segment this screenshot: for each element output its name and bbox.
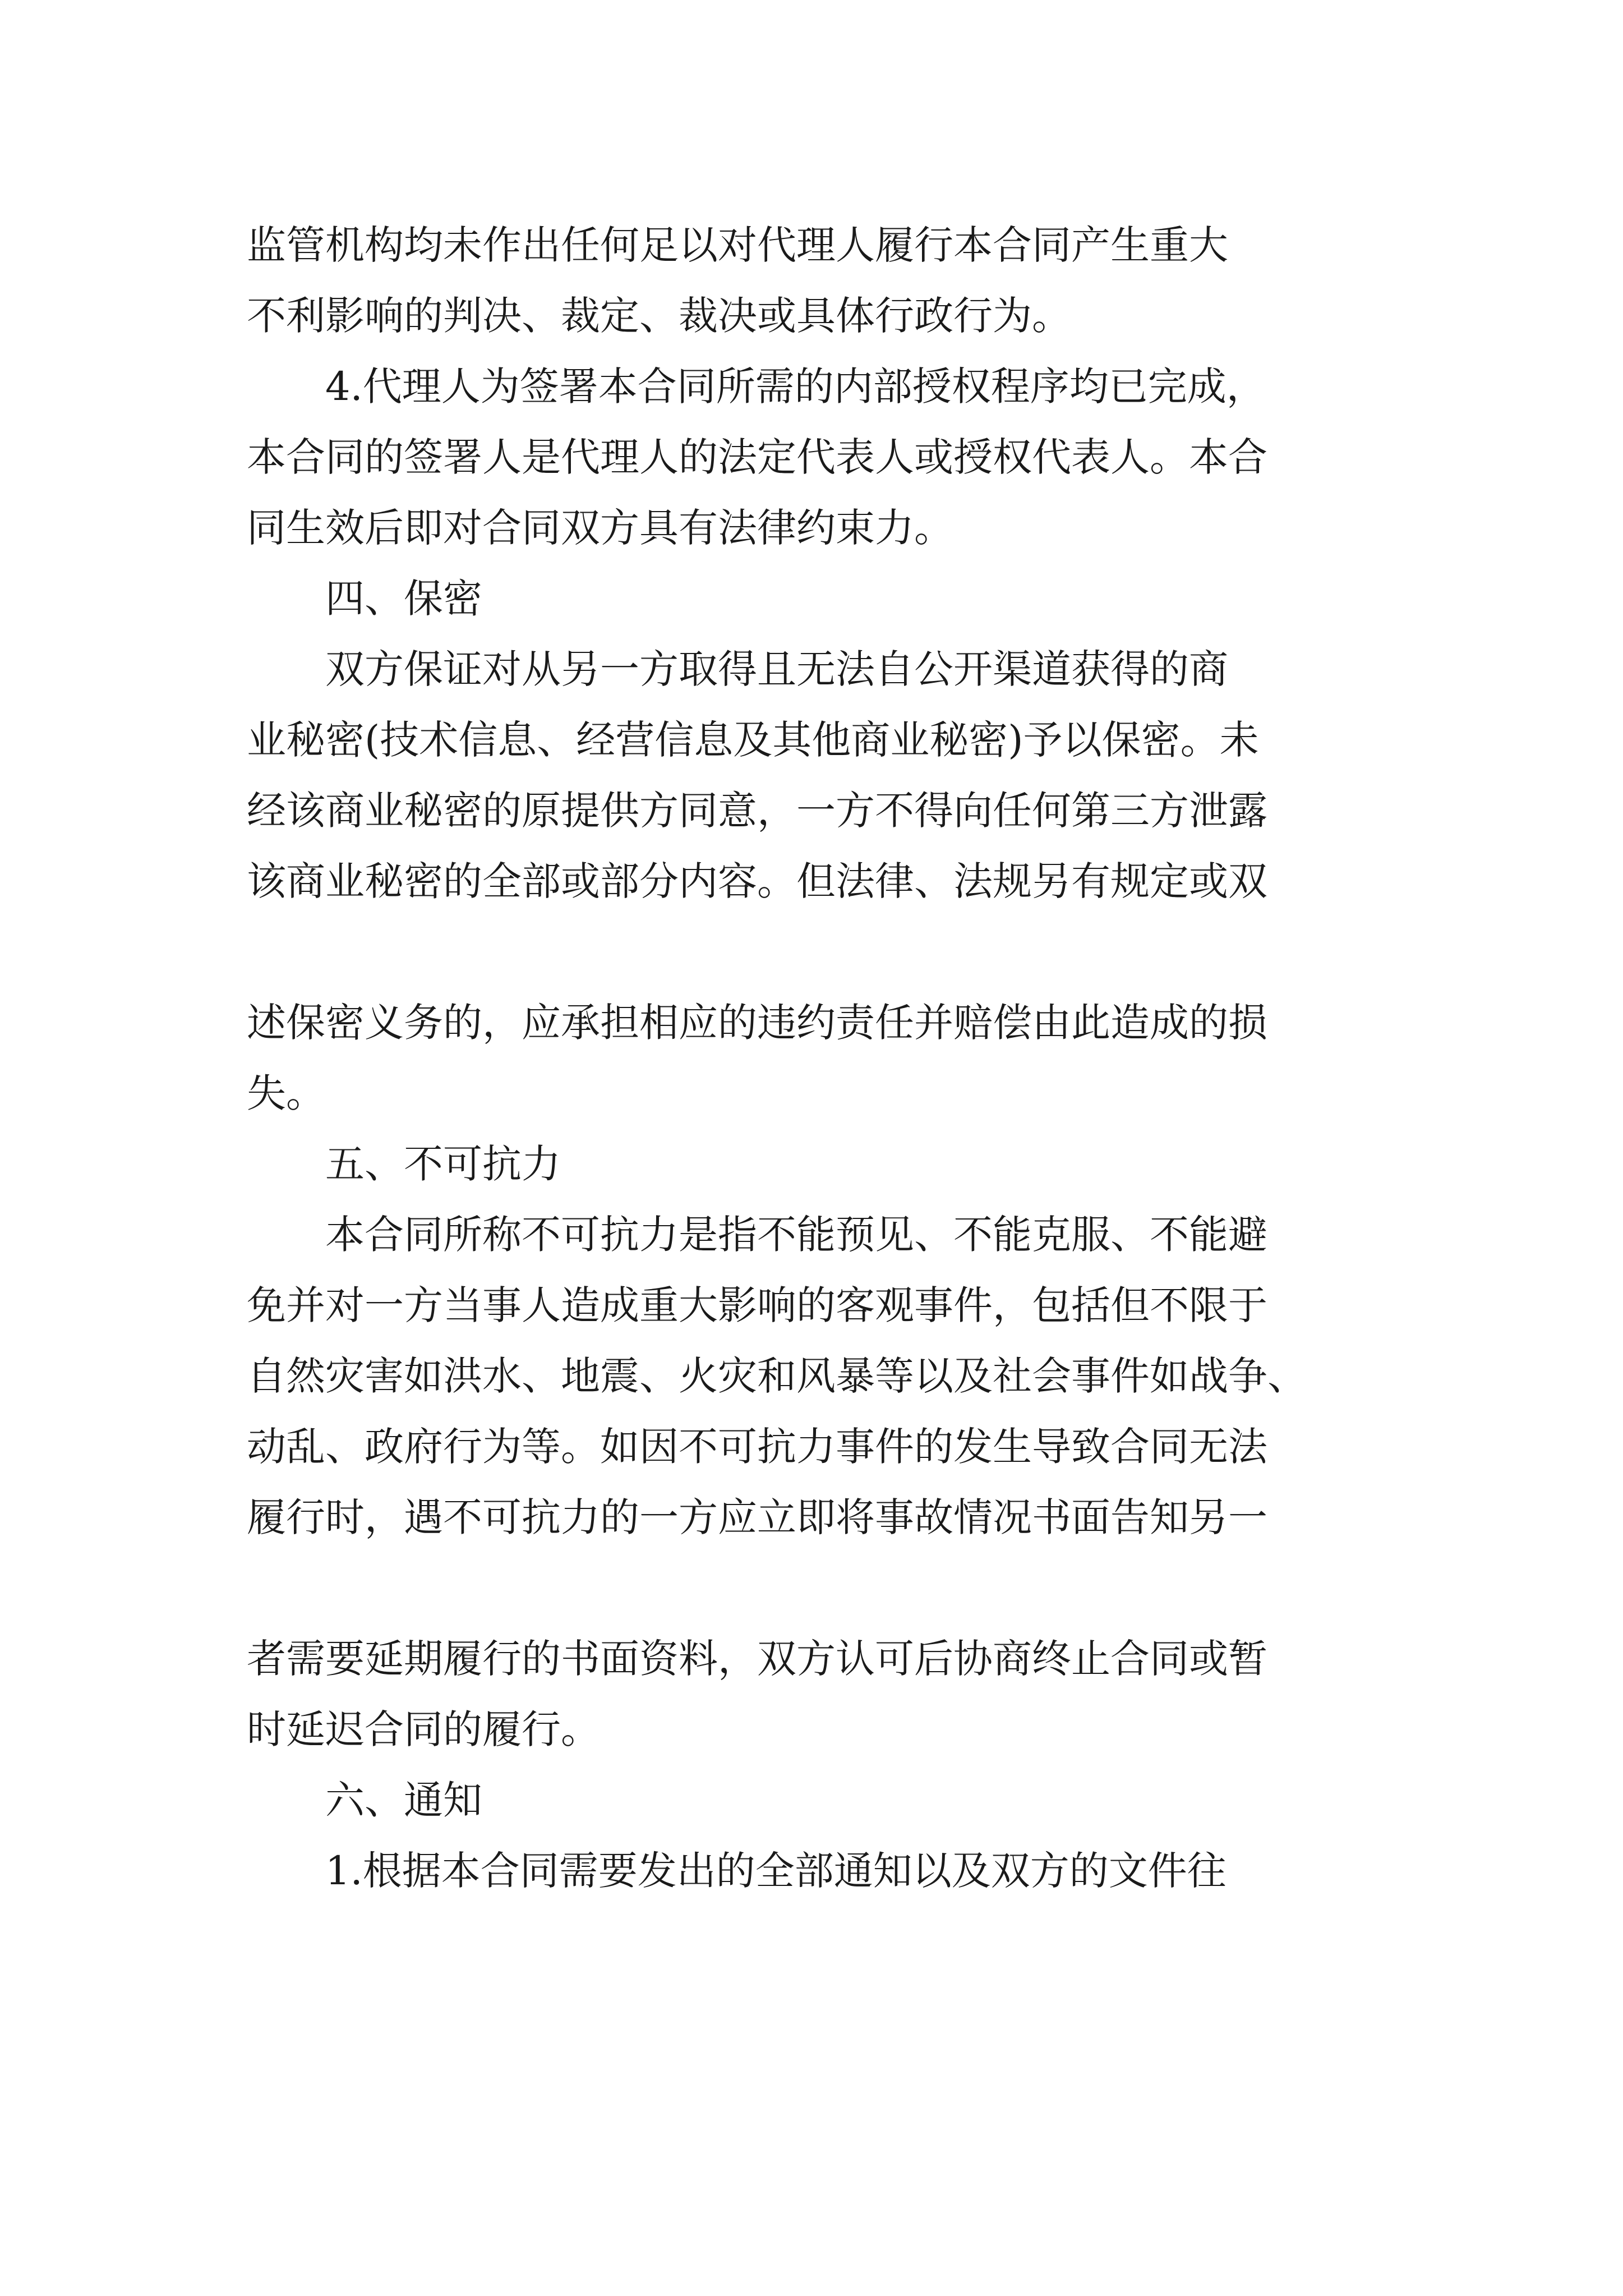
numbered-clause-line: 4.代理人为签署本合同所需的内部授权程序均已完成， [325, 364, 1266, 409]
body-text-line: 本合同的签署人是代理人的法定代表人或授权代表人。本合 [247, 434, 1267, 480]
body-text-line: 监管机构均未作出任何足以对代理人履行本合同产生重大 [247, 222, 1228, 268]
body-text-line: 自然灾害如洪水、地震、火灾和风暴等以及社会事件如战争、 [247, 1353, 1307, 1399]
notice-period-line [247, 1554, 1623, 1622]
body-text-line: 述保密义务的，应承担相应的违约责任并赔偿由此造成的损 [247, 1000, 1267, 1046]
body-text-line: 经该商业秘密的原提供方同意，一方不得向任何第三方泄露 [247, 788, 1267, 834]
body-text-line: 该商业秘密的全部或部分内容。但法律、法规另有规定或双 [247, 858, 1267, 904]
body-text-line: 本合同所称不可抗力是指不能预见、不能克服、不能避 [325, 1212, 1267, 1258]
body-text-line: 免并对一方当事人造成重大影响的客观事件，包括但不限于 [247, 1282, 1267, 1328]
body-text-line: 者需要延期履行的书面资料，双方认可后协商终止合同或暂 [247, 1636, 1267, 1682]
section-heading-notice: 六、通知 [325, 1777, 482, 1823]
body-text-line: 履行时，遇不可抗力的一方应立即将事故情况书面告知另一 [247, 1494, 1267, 1540]
body-text-line: 动乱、政府行为等。如因不可抗力事件的发生导致合同无法 [247, 1424, 1267, 1470]
body-text-line: 同生效后即对合同双方具有法律约束力。 [247, 505, 953, 551]
section-heading-force-majeure: 五、不可抗力 [325, 1141, 561, 1187]
section-heading-confidentiality: 四、保密 [325, 576, 482, 622]
confidentiality-term-line [247, 918, 1623, 986]
body-text-line: 不利影响的判决、裁定、裁决或具体行政行为。 [247, 293, 1071, 339]
body-text-line: 失。 [247, 1070, 325, 1116]
numbered-clause-line: 1.根据本合同需要发出的全部通知以及双方的文件往 [325, 1848, 1227, 1894]
body-text-line: 双方保证对从另一方取得且无法自公开渠道获得的商 [325, 646, 1228, 692]
body-text-line: 业秘密(技术信息、经营信息及其他商业秘密)予以保密。未 [247, 717, 1259, 763]
body-text-line: 时延迟合同的履行。 [247, 1706, 600, 1752]
